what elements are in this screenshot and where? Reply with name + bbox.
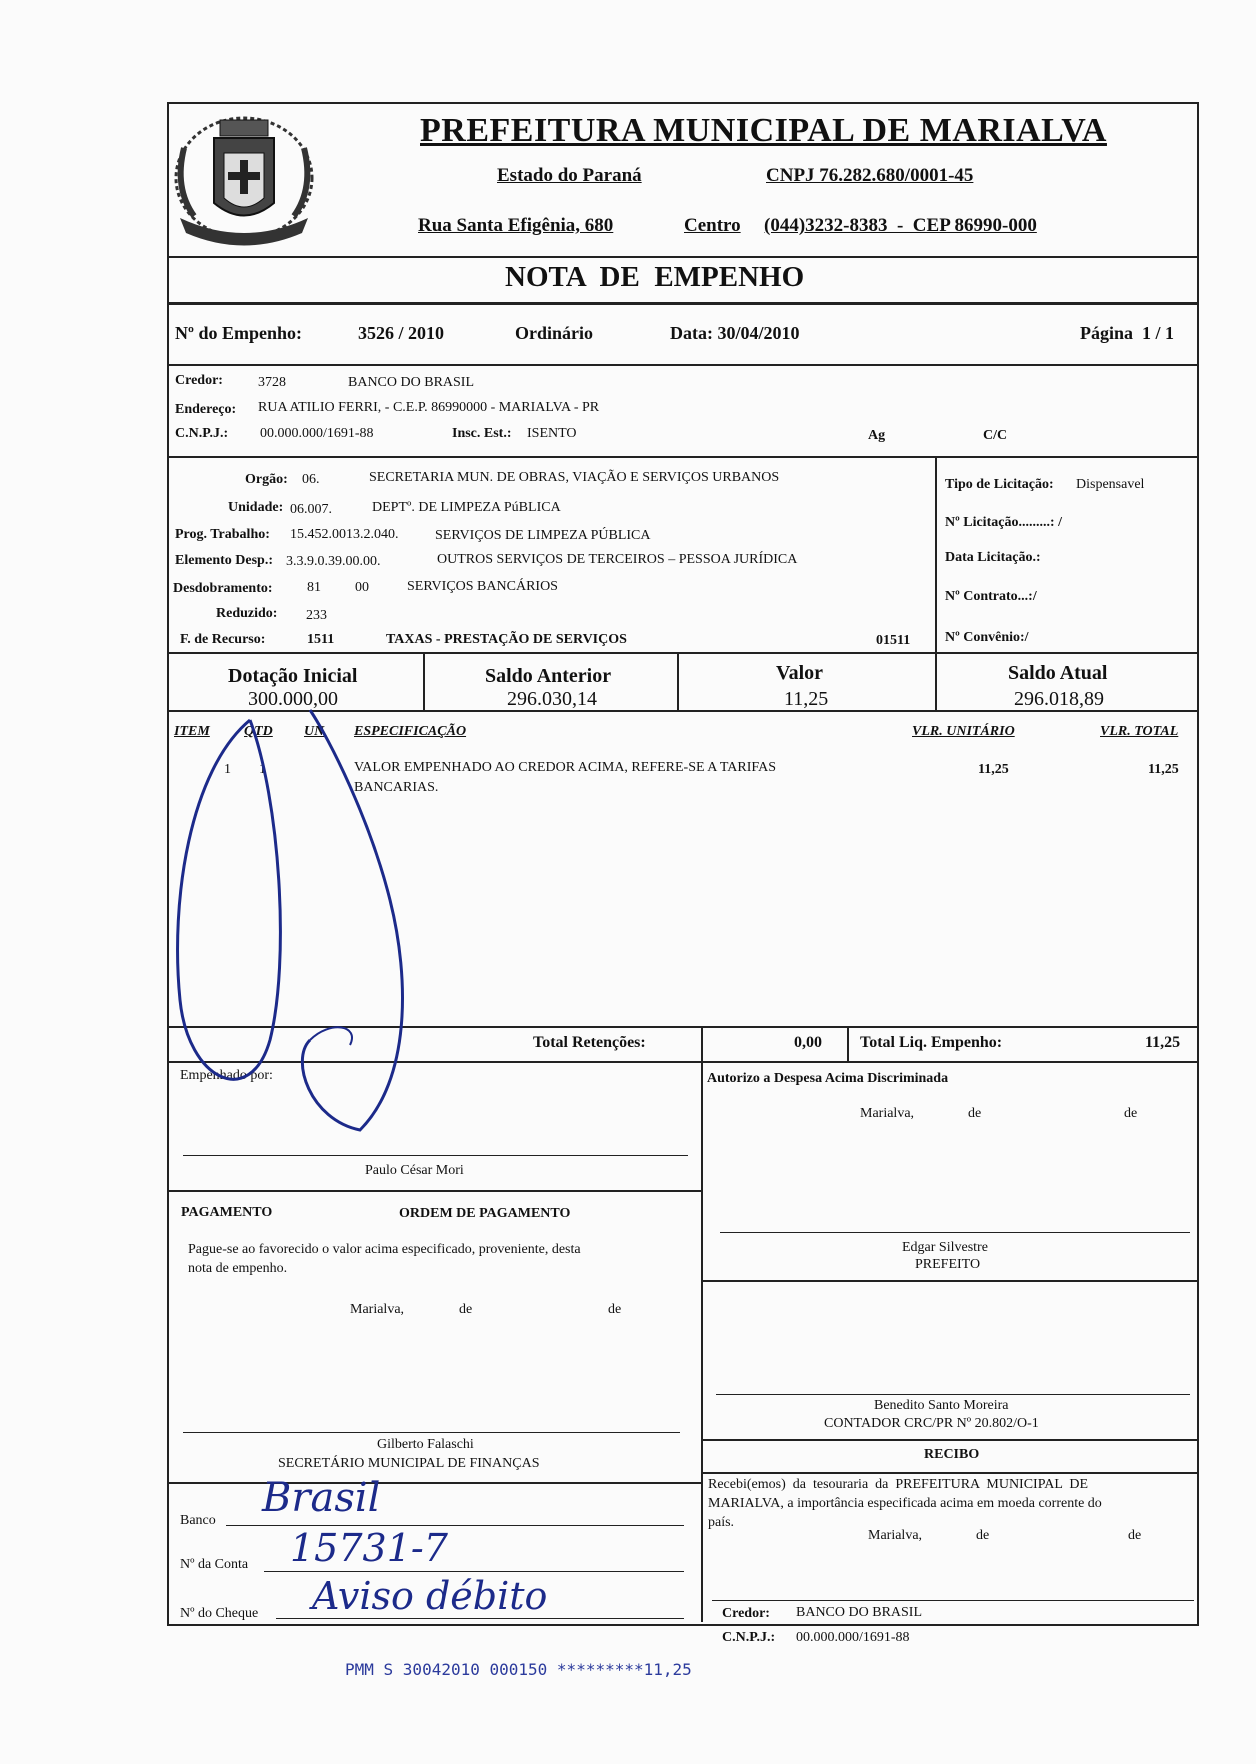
conta-handwritten: 15731-7 <box>290 1526 448 1570</box>
licitacao-type: Dispensavel <box>1076 477 1145 492</box>
credor-name: BANCO DO BRASIL <box>348 375 475 390</box>
empenho-type: Ordinário <box>515 323 594 343</box>
banco-label: Banco <box>180 1513 216 1528</box>
reduz-label: Reduzido: <box>216 606 278 621</box>
pagamento-title: PAGAMENTO <box>181 1205 273 1220</box>
handwritten-signature <box>160 700 460 1140</box>
insc-label: Insc. Est.: <box>452 426 512 441</box>
unidade-label: Unidade: <box>228 500 284 515</box>
pagamento-text-line1: Pague-se ao favorecido o valor acima especificado, proveniente, desta <box>188 1242 581 1257</box>
recibo-credor: BANCO DO BRASIL <box>796 1605 923 1620</box>
licitacao-date: Data Licitação.: <box>945 550 1041 565</box>
autorizo-label: Autorizo a Despesa Acima Discriminada <box>707 1071 949 1086</box>
secretario-name: Gilberto Falaschi <box>377 1437 474 1452</box>
recurso-name: TAXAS - PRESTAÇÃO DE SERVIÇOS <box>386 632 627 647</box>
prog-label: Prog. Trabalho: <box>175 527 270 542</box>
doc-title: NOTA DE EMPENHO <box>505 261 805 293</box>
item-spec-line1: VALOR EMPENHADO AO CREDOR ACIMA, REFERE-SE A TARIFAS <box>354 760 777 775</box>
col-item: ITEM <box>174 724 210 739</box>
col-spec: ESPECIFICAÇÃO <box>354 724 467 739</box>
cheque-label: Nº do Cheque <box>180 1606 259 1621</box>
page-title: PREFEITURA MUNICIPAL DE MARIALVA <box>420 112 1107 149</box>
cc-label: C/C <box>983 428 1008 443</box>
saldo-anterior-value: 296.030,14 <box>507 688 597 710</box>
district-label: Centro <box>684 215 741 236</box>
address-label: Rua Santa Efigênia, 680 <box>418 215 614 236</box>
desd-label: Desdobramento: <box>173 581 273 596</box>
total-liq-label: Total Liq. Empenho: <box>860 1034 1003 1051</box>
secretario-title: SECRETÁRIO MUNICIPAL DE FINANÇAS <box>278 1456 540 1471</box>
recibo-de2: de <box>1128 1528 1142 1543</box>
autorizo-de2: de <box>1124 1106 1138 1121</box>
item-number: 1 <box>224 762 231 777</box>
phone-cep-label: (044)3232-8383 - CEP 86990-000 <box>764 215 1037 236</box>
recibo-title: RECIBO <box>924 1447 980 1462</box>
autorizo-de1: de <box>968 1106 982 1121</box>
col-unit: VLR. UNITÁRIO <box>912 724 1015 739</box>
recibo-credor-label: Credor: <box>722 1606 770 1621</box>
orgao-name: SECRETARIA MUN. DE OBRAS, VIAÇÃO E SERVIÇOS URBANOS <box>369 470 780 485</box>
empenho-number: 3526 / 2010 <box>358 323 445 343</box>
prog-code: 15.452.0013.2.040. <box>290 527 399 542</box>
elem-label: Elemento Desp.: <box>175 553 273 568</box>
recibo-text-line1: Recebi(emos) da tesouraria da PREFEITURA MUNICIPAL DE <box>708 1477 1089 1492</box>
pagamento-city: Marialva, <box>350 1302 405 1317</box>
empenho-number-label: Nº do Empenho: <box>175 323 302 343</box>
unidade-code: 06.007. <box>290 502 332 517</box>
recurso-code: 1511 <box>307 632 335 647</box>
saldo-atual-value: 296.018,89 <box>1014 688 1104 710</box>
convenio-number: Nº Convênio:/ <box>945 630 1029 645</box>
empenhado-name: Paulo César Mori <box>365 1163 464 1178</box>
print-stamp: PMM S 30042010 000150 *********11,25 <box>345 1660 692 1679</box>
state-label: Estado do Paraná <box>497 165 642 186</box>
item-total-value: 11,25 <box>1148 762 1179 777</box>
item-unit-value: 11,25 <box>978 762 1009 777</box>
contrato-number: Nº Contrato...:/ <box>945 589 1037 604</box>
cheque-handwritten: Aviso débito <box>312 1574 548 1618</box>
conta-label: Nº da Conta <box>180 1557 249 1572</box>
valor-label: Valor <box>776 662 824 684</box>
col-qtd: QTD <box>244 724 273 739</box>
recurso-label: F. de Recurso: <box>180 632 266 647</box>
item-spec-line2: BANCARIAS. <box>354 780 439 795</box>
item-qtd: 1 <box>259 762 266 777</box>
recibo-text-line2: MARIALVA, a importância especificada acima em moeda corrente do <box>708 1496 1102 1511</box>
prog-name: SERVIÇOS DE LIMPEZA PÚBLICA <box>435 528 651 543</box>
valor-value: 11,25 <box>784 688 829 710</box>
licitacao-type-label: Tipo de Licitação: <box>945 477 1054 492</box>
ag-label: Ag <box>868 428 886 443</box>
orgao-label: Orgão: <box>245 472 288 487</box>
ordem-title: ORDEM DE PAGAMENTO <box>399 1206 571 1221</box>
empenho-date: Data: 30/04/2010 <box>670 323 800 343</box>
col-total: VLR. TOTAL <box>1100 724 1179 739</box>
credor-cnpj: 00.000.000/1691-88 <box>260 426 374 441</box>
contador-name: Benedito Santo Moreira <box>874 1398 1009 1413</box>
recibo-cnpj-label: C.N.P.J.: <box>722 1630 776 1645</box>
elem-name: OUTROS SERVIÇOS DE TERCEIROS – PESSOA JURÍDICA <box>437 552 798 567</box>
total-retencoes-value: 0,00 <box>794 1034 822 1051</box>
credor-label: Credor: <box>175 373 223 388</box>
licitacao-number: Nº Licitação.........: / <box>945 515 1062 530</box>
pagamento-de1: de <box>459 1302 473 1317</box>
unidade-name: DEPTº. DE LIMPEZA PúBLICA <box>372 500 561 515</box>
total-liq-value: 11,25 <box>1145 1034 1181 1051</box>
pagamento-de2: de <box>608 1302 622 1317</box>
page-number: Página 1 / 1 <box>1080 323 1175 343</box>
recibo-city: Marialva, <box>868 1528 923 1543</box>
credor-address: RUA ATILIO FERRI, - C.E.P. 86990000 - MARIALVA - PR <box>258 400 600 415</box>
recibo-de1: de <box>976 1528 990 1543</box>
desd-code: 81 <box>307 580 321 595</box>
insc-value: ISENTO <box>527 426 577 441</box>
cnpj-field-label: C.N.P.J.: <box>175 426 229 441</box>
empenhado-label: Empenhado por: <box>180 1068 273 1083</box>
cnpj-label: CNPJ 76.282.680/0001-45 <box>766 165 974 186</box>
municipal-coat-of-arms <box>170 108 318 258</box>
orgao-code: 06. <box>302 472 320 487</box>
pagamento-text-line2: nota de empenho. <box>188 1261 288 1276</box>
prefeito-name: Edgar Silvestre <box>902 1240 988 1255</box>
credor-code: 3728 <box>258 375 286 390</box>
address-field-label: Endereço: <box>175 402 237 417</box>
col-un: UN <box>304 724 325 739</box>
elem-code: 3.3.9.0.39.00.00. <box>286 554 381 569</box>
desd-name: SERVIÇOS BANCÁRIOS <box>407 579 558 594</box>
saldo-atual-label: Saldo Atual <box>1008 662 1108 684</box>
dotacao-label: Dotação Inicial <box>228 665 358 687</box>
reduz-code: 233 <box>306 608 327 623</box>
desd-code2: 00 <box>355 580 369 595</box>
saldo-anterior-label: Saldo Anterior <box>485 665 612 687</box>
banco-handwritten: Brasil <box>262 1475 381 1521</box>
recibo-cnpj: 00.000.000/1691-88 <box>796 1630 910 1645</box>
dotacao-value: 300.000,00 <box>248 688 338 710</box>
recibo-text-line3: país. <box>708 1515 735 1530</box>
prefeito-title: PREFEITO <box>915 1257 981 1272</box>
total-retencoes-label: Total Retenções: <box>533 1034 646 1051</box>
autorizo-city: Marialva, <box>860 1106 915 1121</box>
contador-title: CONTADOR CRC/PR Nº 20.802/O-1 <box>824 1416 1039 1431</box>
recurso-code2: 01511 <box>876 633 911 648</box>
